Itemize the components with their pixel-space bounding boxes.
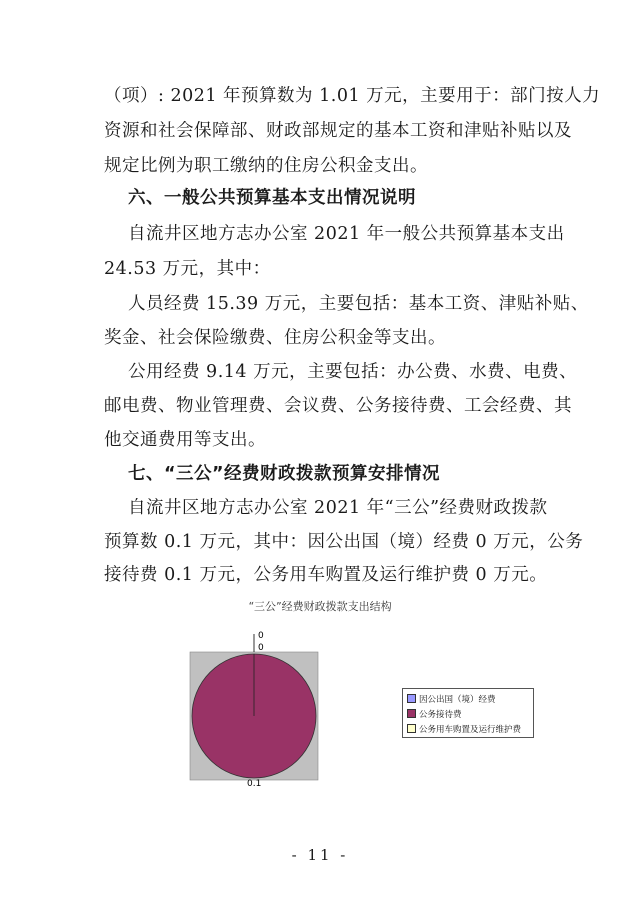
pie-chart [185, 620, 395, 800]
legend-label-reception: 公务接待费 [419, 709, 462, 720]
legend-label-vehicle: 公务用车购置及运行维护费 [419, 724, 522, 735]
paragraph-line-3: 规定比例为职工缴纳的住房公积金支出。 [104, 156, 428, 176]
section-heading-7: 七、“三公”经费财政拨款预算安排情况 [128, 464, 441, 484]
legend-item-reception [403, 706, 533, 721]
legend-swatch-reception [407, 709, 416, 718]
paragraph-line-1: （项）: 2021 年预算数为 1.01 万元，主要用于：部门按人力 [104, 86, 601, 106]
section7-line-2: 预算数 0.1 万元，其中：因公出国（境）经费 0 万元，公务 [104, 532, 584, 552]
data-label-1: 0 [258, 643, 264, 653]
section7-line-1: 自流井区地方志办公室 2021 年“三公”经费财政拨款 [128, 498, 548, 518]
section6-line-2: 24.53 万元，其中： [104, 259, 271, 279]
legend-item-vehicle [403, 721, 533, 736]
data-label-0: 0 [258, 631, 264, 641]
legend-item-overseas [403, 691, 533, 706]
page-number: - 11 - [291, 846, 349, 864]
section6-line-5: 公用经费 9.14 万元，主要包括：办公费、水费、电费、 [128, 362, 578, 382]
section6-line-6: 邮电费、物业管理费、会议费、公务接待费、工会经费、其 [104, 396, 572, 416]
section7-line-3: 接待费 0.1 万元，公务用车购置及运行维护费 0 万元。 [104, 565, 548, 585]
section6-line-3: 人员经费 15.39 万元，主要包括：基本工资、津贴补贴、 [128, 294, 589, 314]
section6-line-1: 自流井区地方志办公室 2021 年一般公共预算基本支出 [128, 224, 565, 244]
legend-swatch-vehicle [407, 724, 416, 733]
legend-label-overseas: 因公出国（境）经费 [419, 694, 496, 705]
section6-line-7: 他交通费用等支出。 [104, 430, 266, 450]
legend-swatch-overseas [407, 694, 416, 703]
section6-line-4: 奖金、社会保险缴费、住房公积金等支出。 [104, 328, 446, 348]
chart-legend [402, 688, 534, 738]
data-label-2: 0.1 [247, 779, 262, 789]
section-heading-6: 六、一般公共预算基本支出情况说明 [128, 188, 416, 208]
chart-title: “三公”经费财政拨款支出结构 [248, 600, 392, 613]
paragraph-line-2: 资源和社会保障部、财政部规定的基本工资和津贴补贴以及 [104, 121, 572, 141]
